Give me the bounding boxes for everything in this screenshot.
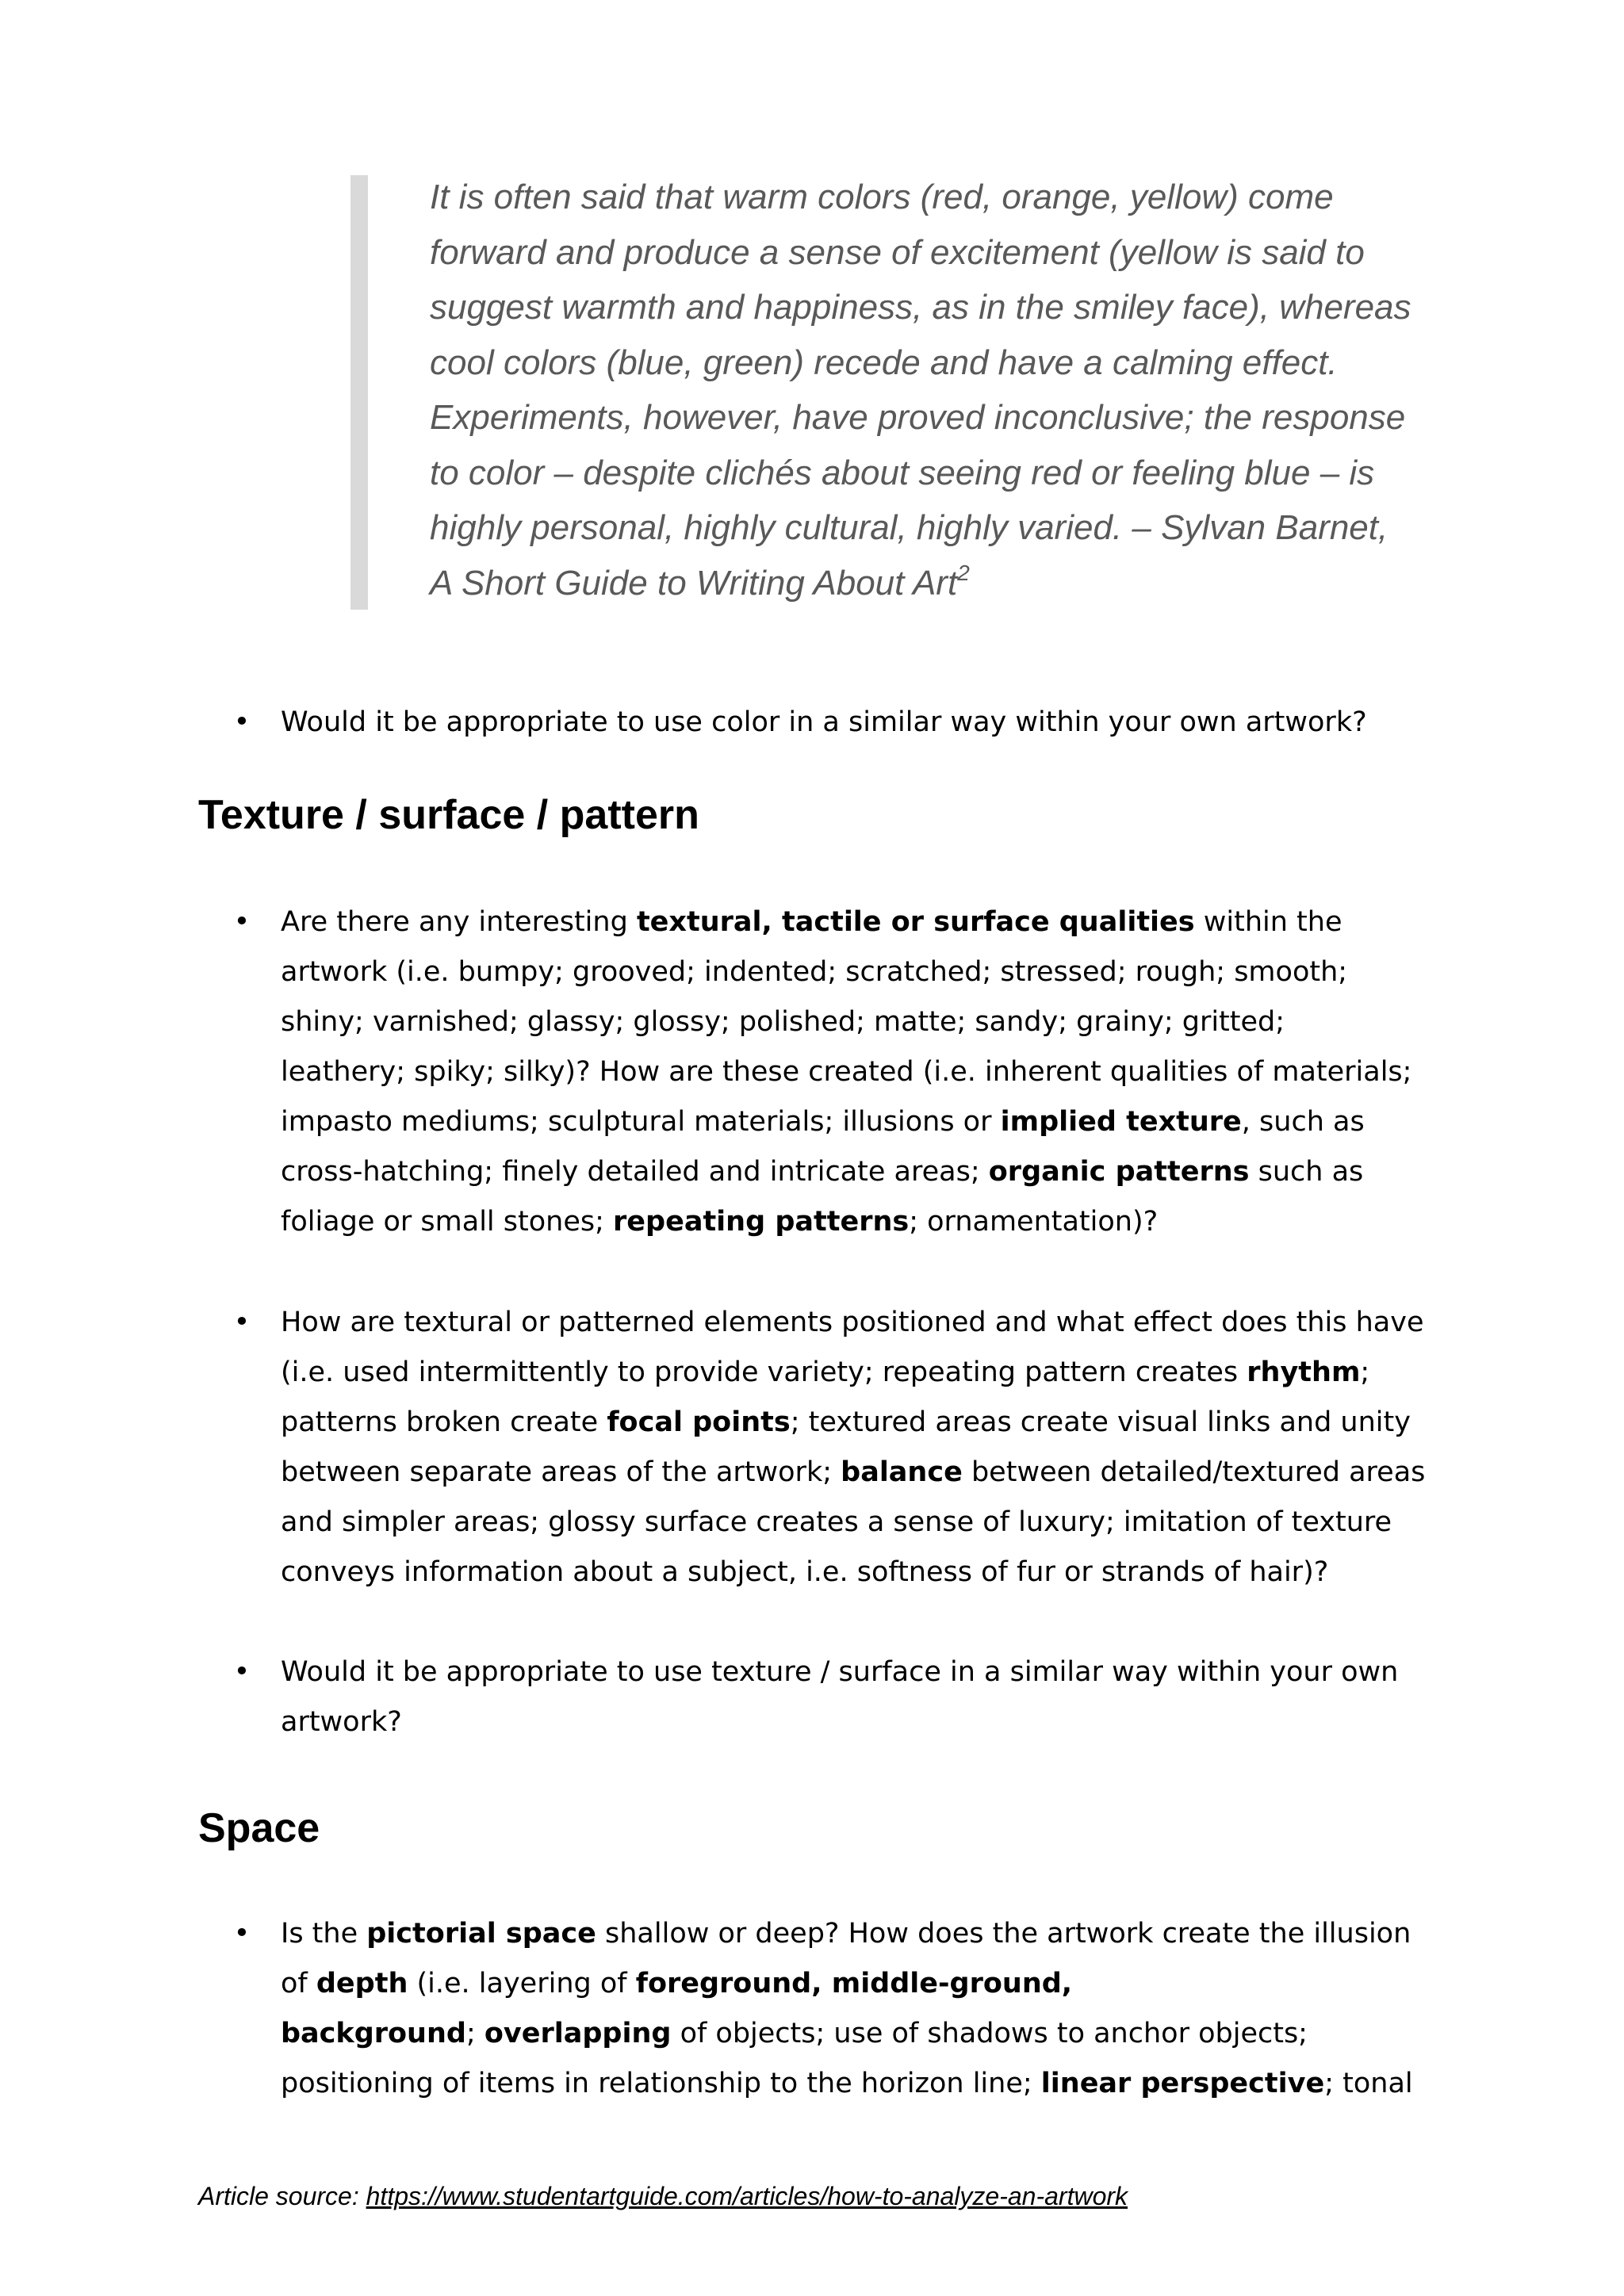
quote-line: It is often said that warm colors (red, orange, yellow) come: [430, 178, 1334, 216]
blockquote-bar: [350, 175, 368, 610]
text-run: artwork (i.e. bumpy; grooved; indented; scratched; stressed; rough; smooth;: [281, 956, 1348, 988]
text-run: Would it be appropriate to use color in a similar way within your own artwork?: [281, 706, 1367, 738]
text-run: such as: [1249, 1156, 1364, 1188]
text-run: (i.e. layering of: [408, 1968, 636, 1999]
bullet-item: [233, 1647, 1502, 1747]
quote-line: suggest warmth and happiness, as in the smiley face), whereas: [430, 288, 1411, 327]
bold-term: depth: [316, 1968, 408, 1999]
bullet-text-line: [281, 1398, 1502, 1448]
text-run: foliage or small stones;: [281, 1206, 614, 1238]
bullet-item: [233, 1298, 1502, 1598]
text-run: How are textural or patterned elements positioned and what effect does this have: [281, 1307, 1424, 1338]
bullet-icon: •: [233, 906, 251, 938]
bullet-text-line: [281, 2059, 1502, 2109]
text-run: leathery; spiky; silky)? How are these created (i.e. inherent qualities of materials;: [281, 1056, 1412, 1088]
text-run: Are there any interesting: [281, 906, 637, 938]
bullet-text-line: [281, 1448, 1502, 1498]
text-run: of: [281, 1968, 316, 1999]
text-run: , such as: [1241, 1106, 1365, 1138]
text-run: Would it be appropriate to use texture / surface in a similar way within your own: [281, 1656, 1399, 1688]
text-run: and simpler areas; glossy surface creates a sense of luxury; imitation of texture: [281, 1506, 1392, 1538]
bullet-item: [233, 698, 1502, 748]
bullet-item: [233, 1909, 1502, 2109]
bullet-text-line: [281, 1147, 1502, 1197]
bullet-text-line: [281, 1959, 1502, 2009]
bullet-text-line: [281, 997, 1502, 1047]
quote-line: forward and produce a sense of excitement (yellow is said to: [430, 232, 1365, 272]
text-run: shallow or deep? How does the artwork create the illusion: [596, 1918, 1411, 1950]
bold-term: linear perspective: [1040, 2068, 1325, 2099]
bold-term: focal points: [607, 1406, 791, 1438]
text-run: conveys information about a subject, i.e. softness of fur or strands of hair)?: [281, 1556, 1329, 1588]
text-run: between detailed/textured areas: [962, 1456, 1426, 1488]
text-run: ; ornamentation)?: [909, 1206, 1159, 1238]
bullet-text-line: [281, 698, 1502, 748]
bullet-text-line: [281, 1298, 1502, 1348]
quote-line: cool colors (blue, green) recede and have a calming effect.: [430, 342, 1338, 382]
quote-line: highly personal, highly cultural, highly varied. – Sylvan Barnet,: [430, 508, 1388, 547]
quote-line: Experiments, however, have proved inconclusive; the response: [430, 398, 1406, 437]
text-run: patterns broken create: [281, 1406, 607, 1438]
bold-term: implied texture: [1000, 1106, 1242, 1138]
text-run: ;: [1360, 1357, 1370, 1388]
bullet-text-line: [281, 1697, 1502, 1747]
quote-line-last: [430, 556, 1492, 611]
bullet-text-line: [281, 2009, 1502, 2059]
bold-term: balance: [841, 1456, 963, 1488]
bullet-icon: •: [233, 706, 251, 738]
bold-term: overlapping: [484, 2018, 672, 2049]
bold-term: repeating patterns: [613, 1206, 910, 1238]
text-run: Is the: [281, 1918, 367, 1950]
bullet-text-line: [281, 1047, 1502, 1097]
blockquote: [430, 170, 1492, 610]
bold-term: textural, tactile or surface qualities: [636, 906, 1195, 938]
article-source-label: Article source:: [198, 2182, 366, 2210]
quote-line: to color – despite clichés about seeing red or feeling blue – is: [430, 453, 1375, 492]
bullet-icon: •: [233, 1918, 251, 1950]
text-run: ;: [465, 2018, 485, 2049]
bullet-text-line: [281, 1548, 1502, 1598]
text-run: positioning of items in relationship to the horizon line;: [281, 2068, 1041, 2099]
bullet-text-line: [281, 1647, 1502, 1697]
bullet-icon: •: [233, 1307, 251, 1338]
text-run: shiny; varnished; glassy; glossy; polished; matte; sandy; grainy; gritted;: [281, 1006, 1285, 1038]
text-run: between separate areas of the artwork;: [281, 1456, 841, 1488]
bullet-text-line: [281, 1909, 1502, 1959]
bold-term: organic patterns: [988, 1156, 1250, 1188]
footnote-ref: 2: [957, 560, 970, 585]
bold-term: foreground, middle-ground,: [635, 1968, 1073, 1999]
text-run: impasto mediums; sculptural materials; illusions or: [281, 1106, 1001, 1138]
text-run: (i.e. used intermittently to provide variety; repeating pattern creates: [281, 1357, 1247, 1388]
text-run: ; tonal: [1324, 2068, 1413, 2099]
bullet-text-line: [281, 1197, 1502, 1247]
bullet-text-line: [281, 1498, 1502, 1548]
bold-term: pictorial space: [366, 1918, 596, 1950]
section-heading-texture: Texture / surface / pattern: [198, 792, 699, 838]
text-run: within the: [1194, 906, 1342, 938]
bold-term: background: [281, 2018, 466, 2049]
section-heading-space: Space: [198, 1805, 320, 1851]
bullet-text-line: [281, 1348, 1502, 1398]
bullet-text-line: [281, 897, 1502, 947]
text-run: cross-hatching; finely detailed and intricate areas;: [281, 1156, 989, 1188]
bullet-text-line: [281, 947, 1502, 997]
text-run: of objects; use of shadows to anchor objects;: [671, 2018, 1308, 2049]
article-source: [198, 2180, 1128, 2212]
text-run: ; textured areas create visual links and unity: [790, 1406, 1411, 1438]
bold-term: rhythm: [1247, 1357, 1361, 1388]
bullet-icon: •: [233, 1656, 251, 1688]
quote-citation: A Short Guide to Writing About Art: [430, 563, 958, 603]
article-source-link[interactable]: https://www.studentartguide.com/articles/how-to-analyze-an-artwork: [366, 2182, 1128, 2210]
text-run: artwork?: [281, 1706, 402, 1738]
bullet-item: [233, 897, 1502, 1247]
bullet-text-line: [281, 1097, 1502, 1147]
